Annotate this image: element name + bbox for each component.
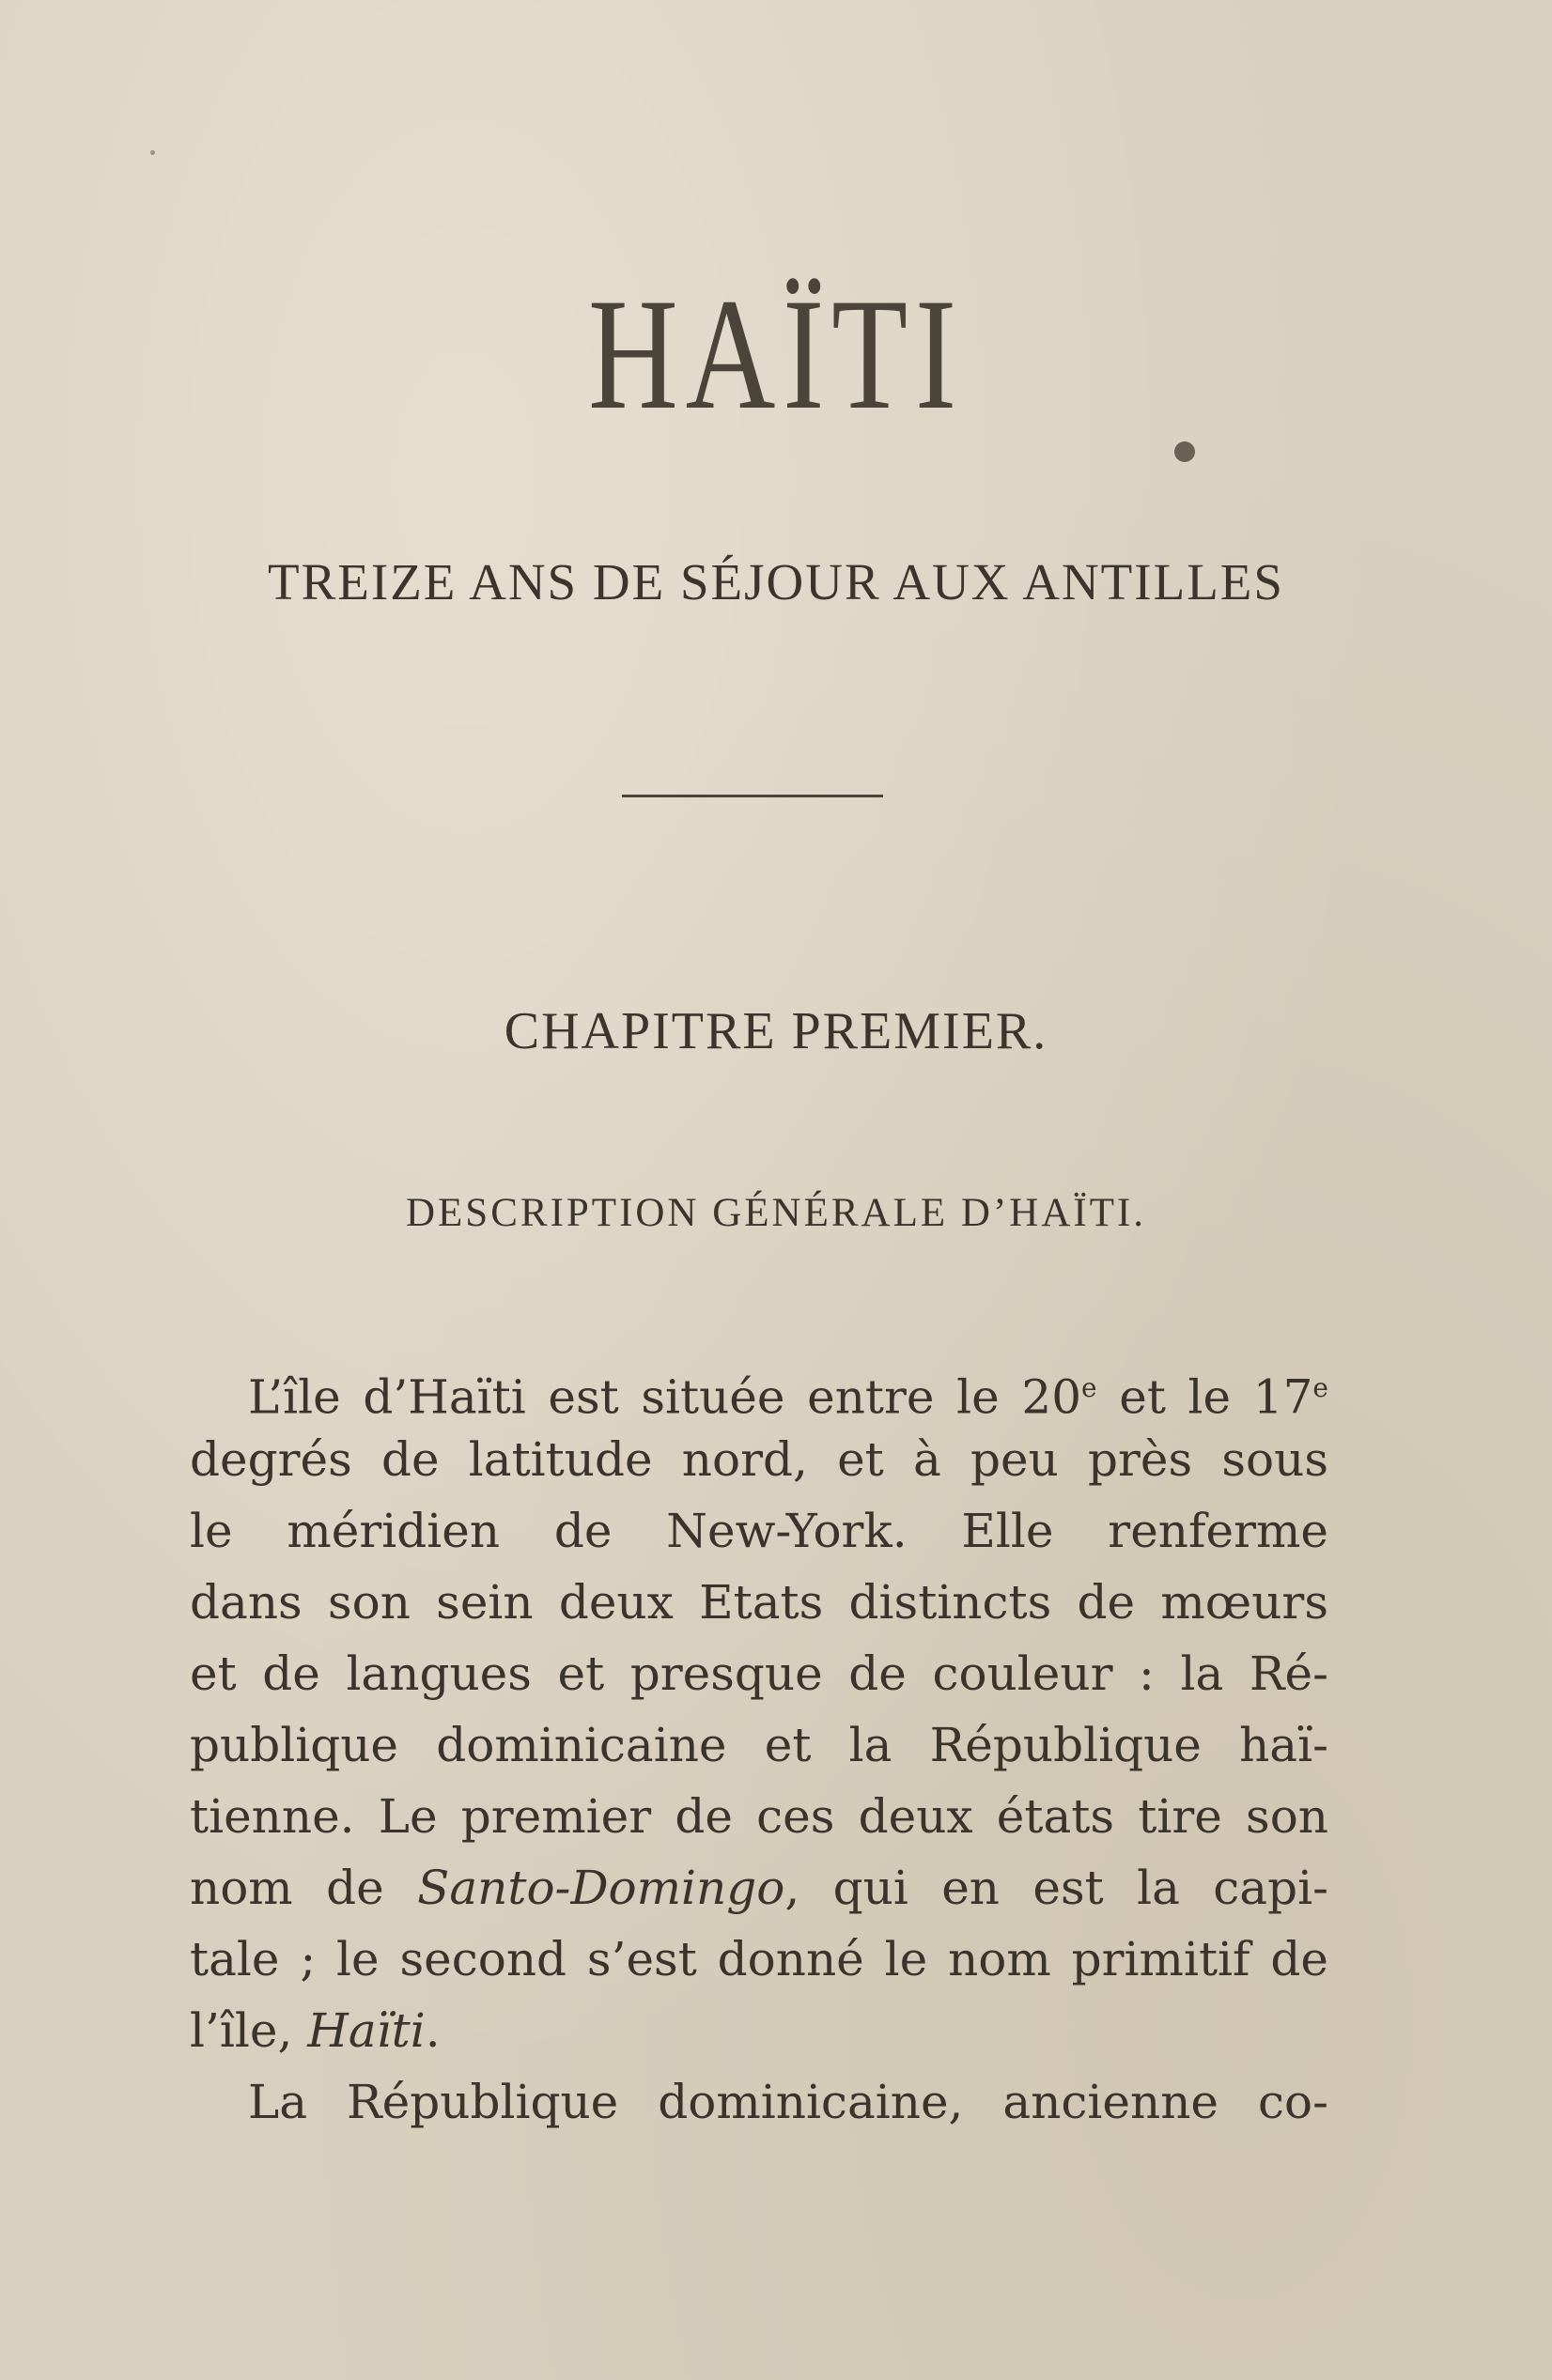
text-line [190,1995,1328,2066]
book-title: HAÏTI [588,266,964,442]
body-text [190,1352,1328,2138]
divider-rule [622,795,883,797]
text-line: dans son sein deux Etats distincts de mœurs [190,1575,1328,1630]
text-line [190,1852,1328,1924]
text-fragment: et le 17 [1096,1369,1313,1425]
ink-speck [150,150,155,155]
text-fragment: . [425,2003,441,2058]
superscript: e [1081,1372,1097,1403]
section-heading: DESCRIPTION GÉNÉRALE D’HAÏTI. [405,1191,1147,1235]
text-line: tienne. Le premier de ces deux états tire son [190,1789,1328,1844]
chapter-heading: CHAPITRE PREMIER. [504,1002,1048,1060]
text-line [190,1352,1328,1424]
text-line: publique dominicaine et la République haï- [190,1718,1328,1772]
text-fragment: l’île, [190,2003,308,2058]
superscript: e [1312,1372,1328,1403]
text-fragment: nom de [190,1861,418,1915]
text-fragment: , qui en est la capi- [784,1861,1329,1915]
italic-text: Santo-Domingo [417,1861,785,1915]
text-fragment: L’île d’Haïti est située entre le 20 [248,1369,1081,1425]
text-line: La République dominicaine, ancienne co- [248,2075,1328,2129]
book-subtitle: TREIZE ANS DE SÉJOUR AUX ANTILLES [268,553,1284,610]
ink-speck [1174,441,1195,462]
italic-text: Haïti [307,2003,426,2058]
text-line: et de langues et presque de couleur : la Ré- [190,1646,1328,1701]
text-line: tale ; le second s’est donné le nom primitif de [190,1932,1328,1986]
text-line: le méridien de New-York. Elle renferme [190,1504,1328,1558]
text-line: degrés de latitude nord, et à peu près sous [190,1432,1328,1487]
